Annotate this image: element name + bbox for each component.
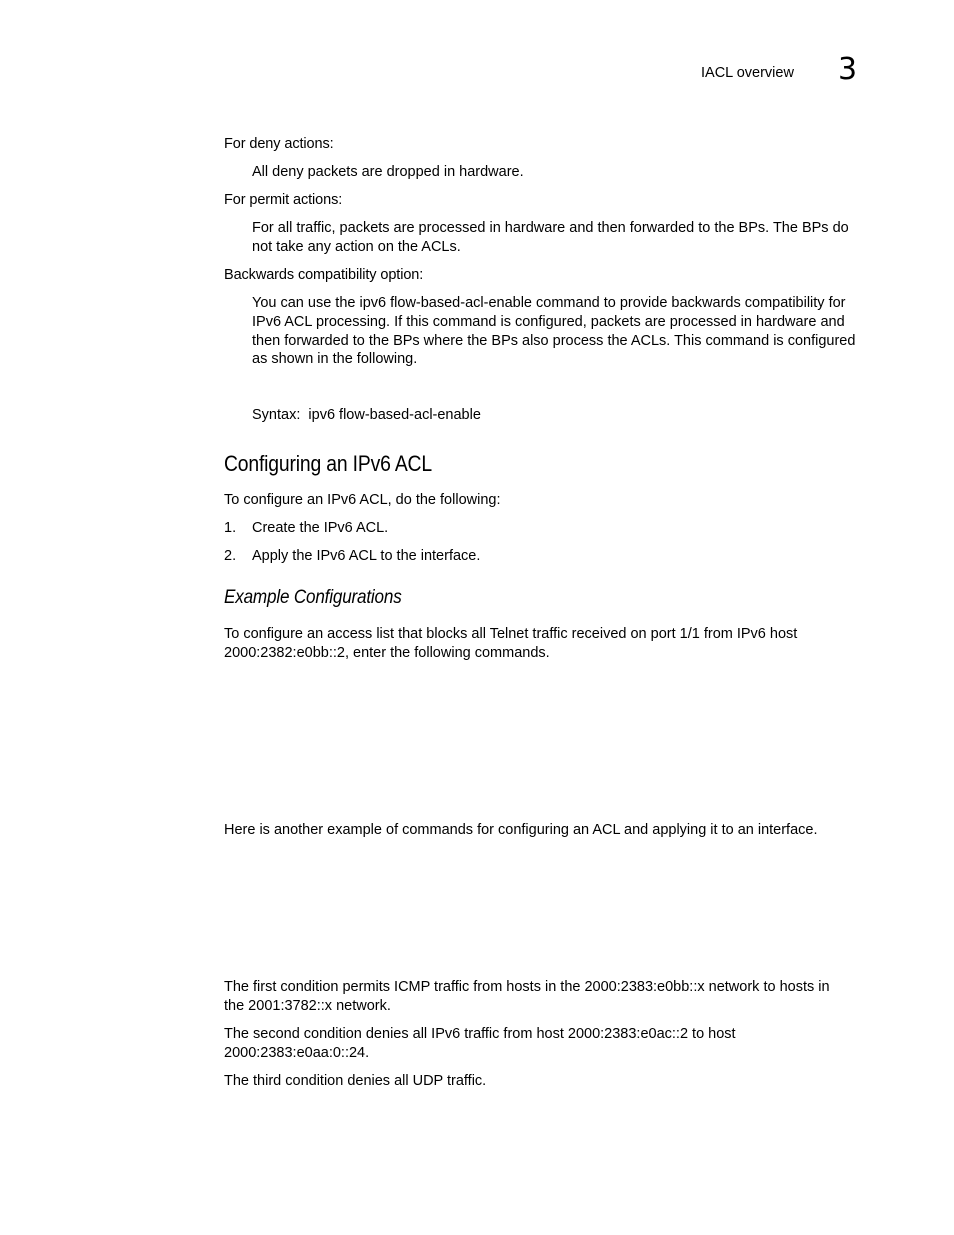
step-item — [224, 548, 480, 564]
deny-actions-label: For deny actions: — [224, 136, 334, 152]
step-text: Apply the IPv6 ACL to the interface. — [252, 548, 481, 564]
section-title: IACL overview — [701, 65, 794, 81]
step-number: 1. — [224, 520, 237, 536]
permit-actions-line-2: not take any action on the ACLs. — [252, 239, 461, 255]
backwards-text-post: command to provide backwards compatibility for — [532, 295, 846, 311]
example-para-2: Here is another example of commands for configuring an ACL and applying it to an interface. — [224, 822, 818, 838]
section-heading: Configuring an IPv6 ACL — [224, 451, 432, 476]
example-para-1-line-1: To configure an access list that blocks all Telnet traffic received on port 1/1 from IPv6 host — [224, 626, 798, 642]
step-item — [224, 520, 388, 536]
subsection-heading: Example Configurations — [224, 587, 402, 608]
example-para-1-line-2: 2000:2382:e0bb::2, enter the following commands. — [224, 645, 550, 661]
inline-command: ipv6 flow-based-acl-enable — [359, 295, 532, 311]
deny-actions-text: All deny packets are dropped in hardware. — [252, 164, 524, 180]
chapter-number: 3 — [838, 52, 858, 87]
backwards-compat-label: Backwards compatibility option: — [224, 267, 424, 283]
backwards-text-pre: You can use the — [252, 295, 360, 311]
condition-3: The third condition denies all UDP traffic. — [224, 1073, 487, 1089]
permit-actions-line-1: For all traffic, packets are processed in hardware and then forwarded to the BPs. The BPs do — [252, 220, 849, 236]
configuring-intro: To configure an IPv6 ACL, do the following: — [224, 492, 501, 508]
condition-1-line-1: The first condition permits ICMP traffic from hosts in the 2000:2383:e0bb::x network to hosts in — [224, 979, 830, 995]
step-text: Create the IPv6 ACL. — [252, 520, 389, 536]
backwards-compat-line-3: then forwarded to the BPs where the BPs also process the ACLs. This command is configured — [252, 333, 856, 349]
backwards-compat-line-4: as shown in the following. — [252, 351, 418, 367]
permit-actions-label: For permit actions: — [224, 192, 343, 208]
backwards-compat-line-2: IPv6 ACL processing. If this command is configured, packets are processed in hardware and — [252, 314, 845, 330]
step-number: 2. — [224, 548, 237, 564]
syntax-line — [252, 407, 481, 423]
condition-2-line-1: The second condition denies all IPv6 traffic from host 2000:2383:e0ac::2 to host — [224, 1026, 736, 1042]
syntax-label: Syntax: — [252, 407, 301, 423]
condition-1-line-2: the 2001:3782::x network. — [224, 998, 391, 1014]
backwards-compat-line-1 — [252, 295, 846, 311]
condition-2-line-2: 2000:2383:e0aa:0::24. — [224, 1045, 370, 1061]
syntax-command: ipv6 flow-based-acl-enable — [308, 407, 481, 423]
